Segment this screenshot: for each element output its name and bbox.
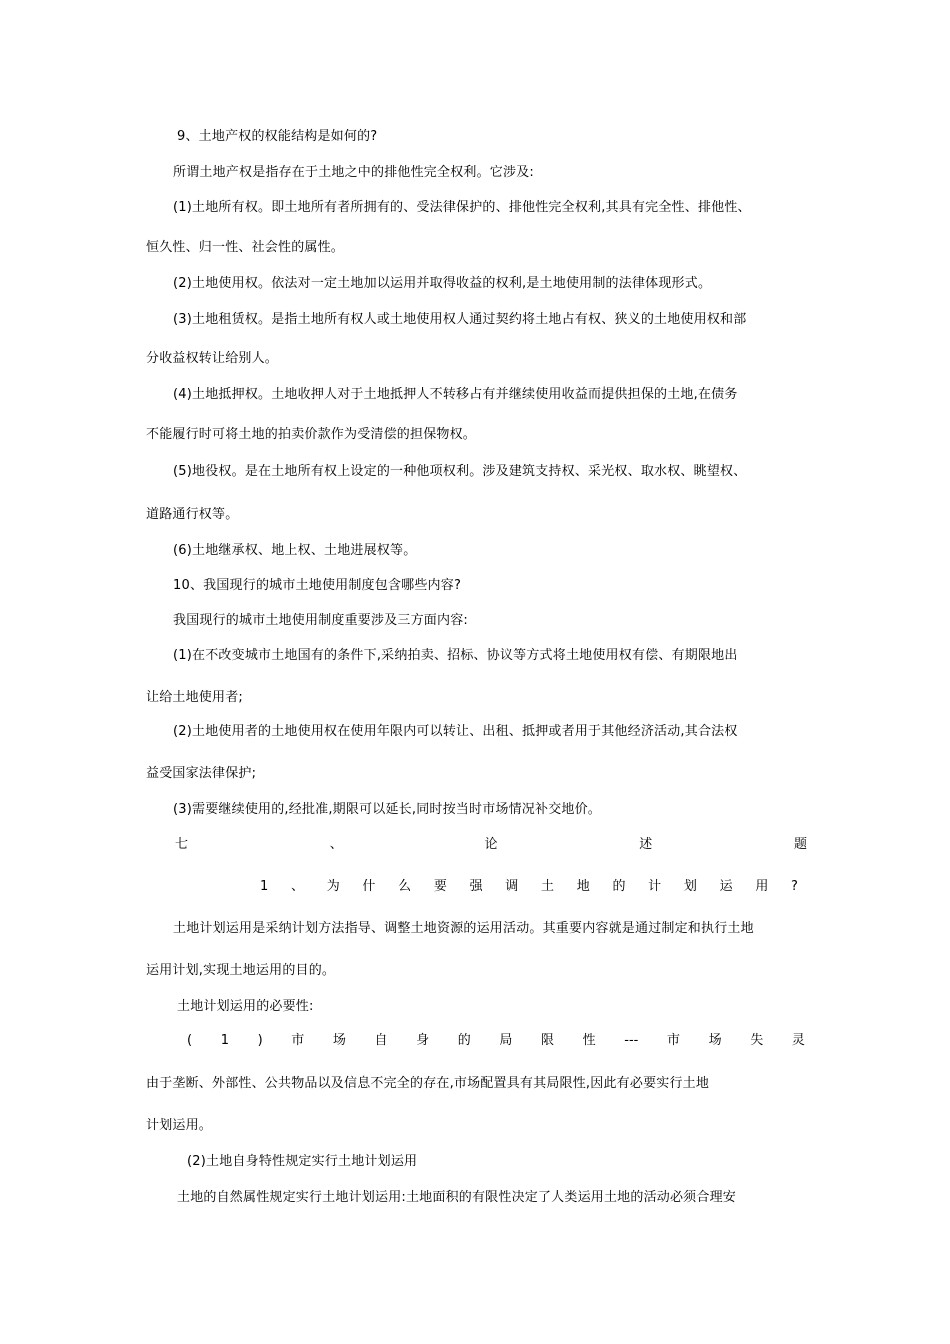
heading-char: 述 (639, 837, 653, 852)
paragraph: 益受国家法律保护; (146, 766, 257, 781)
heading-char: 么 (398, 879, 412, 894)
heading-char: 自 (374, 1033, 388, 1048)
heading-char: 性 (582, 1033, 596, 1048)
heading-char: 1 (220, 1033, 229, 1048)
section-heading (175, 836, 807, 854)
paragraph: (2)土地使用者的土地使用权在使用年限内可以转让、出租、抵押或者用于其他经济活动,其合法权 (173, 724, 738, 739)
heading-char: 市 (291, 1033, 305, 1048)
heading-char: 的 (612, 879, 626, 894)
paragraph: (6)土地继承权、地上权、土地进展权等。 (173, 543, 417, 558)
paragraph: 土地计划运用是采纳计划方法指导、调整土地资源的运用活动。其重要内容就是通过制定和执行土地 (173, 921, 754, 936)
question-10-heading: 10、我国现行的城市土地使用制度包含哪些内容? (173, 578, 462, 593)
heading-char: 计 (648, 879, 662, 894)
heading-char: 1 (260, 879, 269, 894)
heading-char: 为 (326, 879, 340, 894)
heading-char: 市 (666, 1033, 680, 1048)
question-1-heading (260, 878, 798, 896)
paragraph: 分收益权转让给别人。 (146, 351, 279, 366)
heading-char: 什 (362, 879, 376, 894)
heading-char: 七 (175, 837, 189, 852)
paragraph: 运用计划,实现土地运用的目的。 (146, 963, 336, 978)
paragraph: 让给土地使用者; (146, 690, 243, 705)
paragraph: 我国现行的城市土地使用制度重要涉及三方面内容: (173, 613, 468, 628)
paragraph: (5)地役权。是在土地所有权上设定的一种他项权利。涉及建筑支持权、采光权、取水权、眺望权、 (173, 464, 747, 479)
heading-char: 强 (469, 879, 483, 894)
heading-char: 地 (576, 879, 590, 894)
heading-char: 划 (683, 879, 697, 894)
heading-char: 灵 (791, 1033, 805, 1048)
heading-char: ? (791, 879, 798, 894)
heading-char: 调 (505, 879, 519, 894)
heading-char: 场 (332, 1033, 346, 1048)
heading-char: 场 (708, 1033, 722, 1048)
point-1-heading (187, 1032, 805, 1050)
paragraph: (4)土地抵押权。土地收押人对于土地抵押人不转移占有并继续使用收益而提供担保的土地,在债务 (173, 387, 738, 402)
heading-char: 要 (433, 879, 447, 894)
heading-char: ( (187, 1033, 193, 1048)
heading-char: ) (257, 1033, 263, 1048)
paragraph: (1)在不改变城市土地国有的条件下,采纳拍卖、招标、协议等方式将土地使用权有偿、有期限地出 (173, 648, 738, 663)
paragraph: 由于垄断、外部性、公共物品以及信息不完全的存在,市场配置具有其局限性,因此有必要实行土地 (146, 1076, 710, 1091)
paragraph: 土地的自然属性规定实行土地计划运用:土地面积的有限性决定了人类运用土地的活动必须合理安 (177, 1190, 736, 1205)
heading-char: 的 (457, 1033, 471, 1048)
heading-char: 身 (416, 1033, 430, 1048)
paragraph: 计划运用。 (146, 1118, 213, 1133)
heading-char: 论 (484, 837, 498, 852)
paragraph: 土地计划运用的必要性: (177, 999, 314, 1014)
heading-char: 运 (719, 879, 733, 894)
paragraph: (2)土地自身特性规定实行土地计划运用 (187, 1154, 418, 1169)
paragraph: (3)需要继续使用的,经批准,期限可以延长,同时按当时市场情况补交地价。 (173, 802, 602, 817)
paragraph: (3)土地租赁权。是指土地所有权人或土地使用权人通过契约将土地占有权、狭义的土地使用权和部 (173, 312, 747, 327)
paragraph: 不能履行时可将土地的拍卖价款作为受清偿的担保物权。 (146, 427, 477, 442)
heading-char: 局 (499, 1033, 513, 1048)
heading-char: 、 (290, 879, 304, 894)
paragraph: 恒久性、归一性、社会性的属性。 (146, 240, 345, 255)
paragraph: (1)土地所有权。即土地所有者所拥有的、受法律保护的、排他性完全权利,其具有完全性、排他性、 (173, 200, 751, 215)
heading-char: 题 (793, 837, 807, 852)
question-9-heading: 9、土地产权的权能结构是如何的? (177, 129, 378, 144)
heading-char: 限 (541, 1033, 555, 1048)
heading-char: --- (624, 1033, 639, 1048)
paragraph: 所谓土地产权是指存在于土地之中的排他性完全权利。它涉及: (173, 165, 534, 180)
heading-char: 用 (755, 879, 769, 894)
heading-char: 土 (541, 879, 555, 894)
heading-char: 、 (329, 837, 343, 852)
paragraph: (2)土地使用权。依法对一定土地加以运用并取得收益的权利,是土地使用制的法律体现形式。 (173, 276, 712, 291)
paragraph: 道路通行权等。 (146, 507, 239, 522)
heading-char: 失 (750, 1033, 764, 1048)
